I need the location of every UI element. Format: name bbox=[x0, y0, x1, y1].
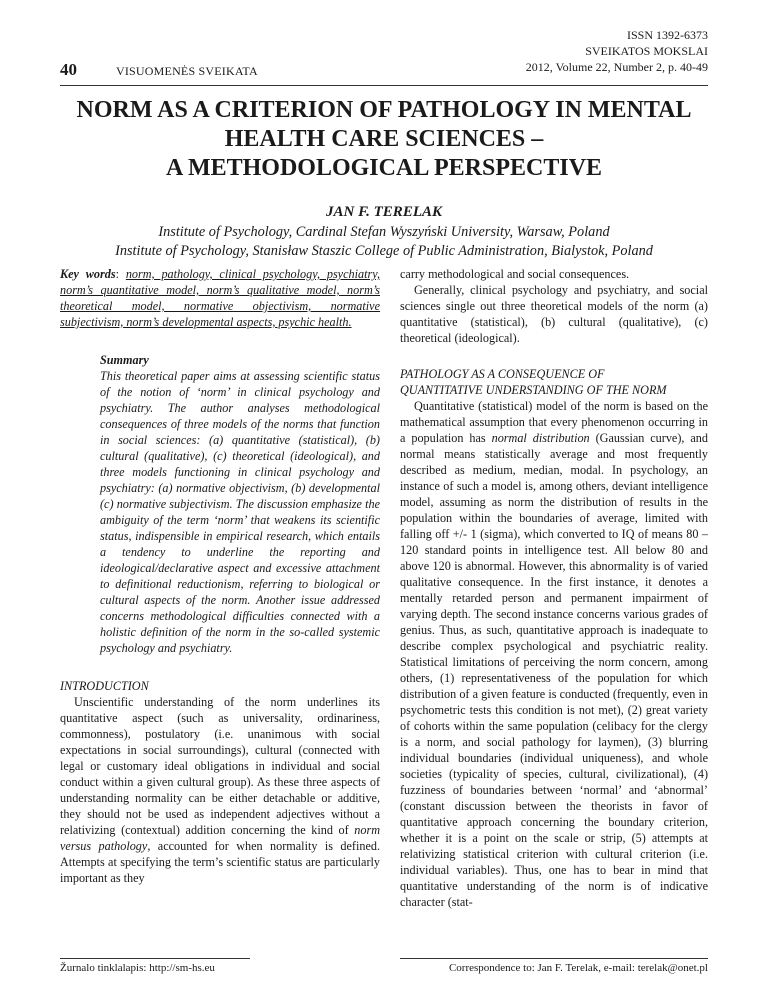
intro-text-end: , accounted for when normality is defined. Attempts at specifying the term’s scientific status are particularly important as they bbox=[60, 839, 380, 885]
right-column bbox=[400, 266, 708, 910]
introduction-text bbox=[60, 694, 380, 886]
page-number: 40 bbox=[60, 60, 77, 79]
summary-heading: Summary bbox=[100, 353, 149, 367]
journal-name: SVEIKATOS MOKSLAI bbox=[585, 44, 708, 58]
summary bbox=[100, 352, 380, 656]
section-heading-line-1: PATHOLOGY AS A CONSEQUENCE OF bbox=[400, 367, 605, 381]
affiliation-2: Institute of Psychology, Stanisław Staszic College of Public Administration, Bialystok, Poland bbox=[115, 243, 653, 259]
keywords bbox=[60, 266, 380, 330]
intro-text-plain: Unscientific understanding of the norm underlines its quantitative aspect (such as universality, ordinariness, commonness), postulatory (i.e. unanimous with social expectations in social surroundings), cultural (connected with legal or customary ideal obligations in individual and social conduct within a given cultural group). As these three aspects of understanding normality can be either detachable or additive, they should not be used as independent adjectives without a relativizing (contextual) addition concerning the kind of bbox=[60, 695, 380, 837]
journal-info bbox=[526, 27, 708, 75]
section-heading-line-2: QUANTITATIVE UNDERSTANDING OF THE NORM bbox=[400, 383, 667, 397]
intro-text-italic: norm versus pathology bbox=[60, 823, 380, 853]
models-paragraph: Generally, clinical psychology and psychiatry, and social sciences single out three theoretical models of the norm (a) quantitative (statistical), (b) cultural (qualitative), (c) theoretical (ideological). bbox=[400, 283, 708, 345]
quantitative-model-paragraph bbox=[400, 398, 708, 910]
volume-info: 2012, Volume 22, Number 2, p. 40-49 bbox=[525, 60, 708, 74]
journal-website: Žurnalo tinklalapis: http://sm-hs.eu bbox=[60, 962, 215, 974]
summary-text: This theoretical paper aims at assessing scientific status of the notion of ‘norm’ in clinical psychology and psychiatry. The author analyses methodological consequences of three models of the norms that function in social sciences: (a) quantitative (statistical), (b) cultural (qualitative), (c) theoretical (ideological), and three models functioning in clinical psychology and psychiatry: (a) normative objectivism, (b) developmental (c) normative subjectivism. The discussion emphasize the ambiguity of the term ‘norm’ that weakens its scientific status, indispensible in empirical research, which entails a tendency to underline the reporting and ideological/declarative aspect and excessive attachment to definitional reductionism, referring to biological or cultural aspects of the norm. Another issue addressed concerns methodological difficulties connected with a holistic definition of the norm in the so-called systemic psychology and psychiatry. bbox=[100, 369, 380, 655]
title-line-2: HEALTH CARE SCIENCES – bbox=[224, 126, 544, 152]
footer-divider-left bbox=[60, 958, 250, 959]
author-name: JAN F. TERELAK bbox=[325, 204, 442, 220]
journal-section: VISUOMENĖS SVEIKATA bbox=[116, 64, 258, 78]
title-line-1: NORM AS A CRITERION OF PATHOLOGY IN MENTAL bbox=[76, 97, 692, 123]
correspondence-info: Correspondence to: Jan F. Terelak, e-mail: terelak@onet.pl bbox=[448, 962, 708, 974]
para3-italic: normal distribution bbox=[491, 431, 590, 445]
affiliation-1: Institute of Psychology, Cardinal Stefan Wyszyński University, Warsaw, Poland bbox=[158, 224, 610, 240]
left-column bbox=[60, 266, 380, 886]
title-line-3: A METHODOLOGICAL PERSPECTIVE bbox=[165, 155, 603, 181]
keywords-text: norm, pathology, clinical psychology, psychiatry, norm’s quantitative model, norm’s qualitative model, norm’s theoretical model, normative objectivism, normative subjectivism, norm’s developmental aspects, psychic health. bbox=[60, 267, 380, 329]
introduction-heading: INTRODUCTION bbox=[60, 679, 149, 693]
keywords-label: Key words bbox=[60, 267, 116, 281]
intro-continuation: carry methodological and social consequences. bbox=[400, 267, 630, 281]
issn: ISSN 1392-6373 bbox=[626, 28, 708, 42]
pathology-section-heading bbox=[400, 366, 708, 398]
keywords-colon: : bbox=[115, 267, 126, 281]
article-title bbox=[40, 96, 728, 183]
para3-start: Quantitative (statistical) model of the norm is based on the mathematical assumption that every phenomenon occurring in a population has bbox=[400, 399, 708, 445]
header-divider bbox=[60, 85, 708, 86]
para3-end: (Gaussian curve), and normal means statistically average and most frequently described as medium, median, modal. In psychology, an instance of such a model is, among others, deviant intelligence model, assuming as norm the distribution of results in the population within the boundaries of average, limited with falling off +/- 1 (sigma), which converted to IQ of means 80 – 120 standard points in intelligence test. All below 80 and above 120 is abnormal. However, this abnormality is of varied qualitative consequence. In the first instance, it denotes a mentally retarded person and permanent impairment of varying depth. The second instance concerns various grades of genius. Thus, as such, quantitative approach is inadequate to describe complex psychological and psychiatric reality. Statistical limitations of perceiving the norm concern, among others, (1) representativeness of the population for which distribution of a given feature is conducted (frequently, even in psychometric tests this condition is not met), (2) great variety of cohorts within the same population (celibacy for the clergy is a norm, and social pathology for laymen), (3) blurring individual boundaries (individual uniqueness), and whole societies (typicality of species, cultural, civilizational), (4) fuzziness of boundaries between ‘normal’ and ‘abnormal’ (constant discussion between the theorists in favor of quantitative approach concerning the boundary criterion, whether it is a point on the scale or strip, (5) attempts at relativizing statistical criterion with cultural criterion (i.e. individual variables). Thus, one has to bear in mind that quantitative understanding of the norm is of indicative character (stat- bbox=[400, 431, 708, 909]
footer-divider-right bbox=[400, 958, 708, 959]
